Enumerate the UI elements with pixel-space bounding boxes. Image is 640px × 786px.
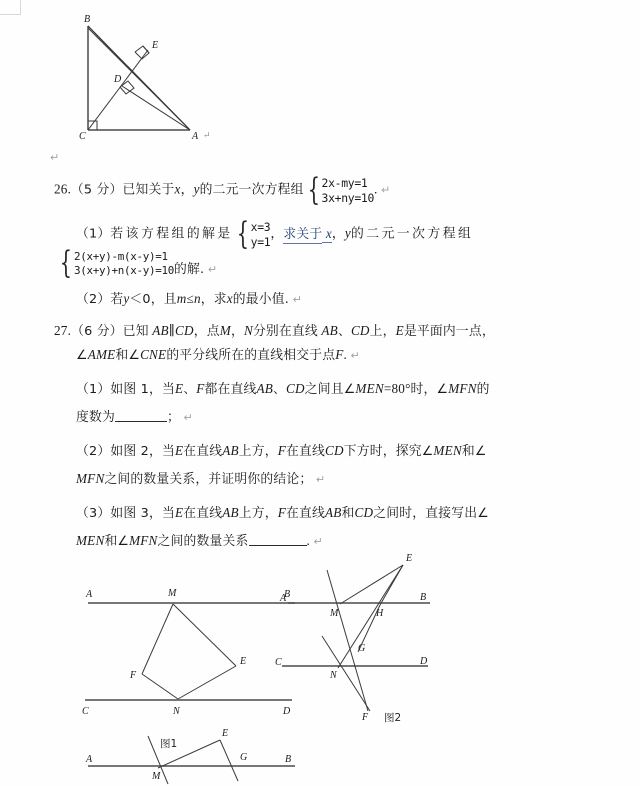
q27-sub3-he: 和: [341, 506, 355, 521]
q27-AB-2: AB: [321, 323, 338, 338]
q26-sub2-le: ≤: [186, 291, 194, 306]
fig1-label-N: N: [173, 706, 180, 717]
fig2-label-D: D: [420, 656, 428, 667]
q27-sub2-label: （2）: [76, 444, 111, 459]
fig2-label-M: M: [330, 608, 339, 619]
figure-1-caption: 图1: [160, 738, 178, 750]
q27-sub2-f: 和∠: [461, 444, 487, 459]
q26-points: （5 分）: [70, 182, 123, 198]
q27-sub3-answer-blank[interactable]: [249, 535, 307, 546]
q26-sub2-var-n: n: [193, 291, 201, 306]
q27-sub2-mark: ↵: [315, 473, 326, 486]
q27-line-1: 27.（6 分）已知 AB∥CD，点M，N分别在直线 AB、CD上，E是平面内一点，: [54, 323, 495, 339]
q26-sub2-var-x: x: [226, 291, 233, 306]
q27-M: M: [219, 323, 231, 338]
q27-sub3-mark: ↵: [313, 535, 323, 548]
q26-var-y: y: [193, 181, 200, 197]
q26-second-system-row-2: 3(x+y)+n(x-y)=10: [73, 263, 175, 277]
q27-sub1-e: 的: [476, 382, 490, 397]
q26-sub2-label: （2）: [76, 292, 111, 307]
fig-top-label-C: C: [79, 131, 86, 140]
q27-line2-mark: ↵: [350, 349, 360, 362]
q26-sub2-text-b: ＜0，且: [129, 292, 177, 307]
fig-top-label-E: E: [152, 40, 159, 51]
left-brace-icon: {: [307, 171, 320, 208]
q26-period: .: [374, 181, 378, 197]
q27-sub3-AB: AB: [222, 505, 239, 520]
q27-sub2-E: E: [174, 443, 184, 458]
fig-top-label-A: A: [192, 131, 199, 140]
fig2-label-B: B: [420, 592, 427, 603]
fig1-label-C: C: [82, 706, 89, 717]
scan-border-artifact: [0, 0, 21, 15]
q27-sub1-answer-blank[interactable]: [115, 411, 167, 422]
q27-sub2-g: 之间的数量关系，并证明你的结论；: [104, 472, 313, 487]
q26-sub1-var-y: y: [344, 225, 351, 241]
q26-sub1-link[interactable]: 求关于: [283, 226, 323, 242]
q26-mark: ↵: [381, 183, 391, 197]
fig-top-pilcrow: ↵: [203, 130, 210, 140]
fig1-label-E: E: [240, 656, 247, 667]
q27-sub2-AB: AB: [222, 443, 239, 458]
q26-second-system: [56, 245, 175, 282]
q27-CD-2: CD: [350, 323, 370, 338]
q27-sub2-CD: CD: [325, 443, 344, 458]
figure-2-caption: 图2: [384, 712, 402, 724]
q26-sub2-text-a: 若: [110, 292, 124, 307]
fig1-label-D: D: [283, 706, 291, 717]
q27-sub1-b: 都在直线: [204, 382, 257, 397]
q27-stem-b: ，点: [193, 324, 220, 339]
q27-sub3-F: F: [277, 505, 286, 520]
q26-sub1-comma: ，: [270, 226, 284, 242]
q26-var-x: x: [174, 181, 181, 197]
q27-CNE: CNE: [140, 347, 167, 362]
q27-sub3-AB-2: AB: [325, 505, 342, 520]
q26-solution-row-1: x=3: [250, 220, 271, 234]
q26-system-main: [304, 171, 375, 208]
q27-sub3-label: （3）: [76, 506, 111, 521]
q27-sub3-CD: CD: [354, 505, 374, 520]
q27-line-2: [76, 348, 360, 363]
q27-sub2-e: 下方时，探究∠: [343, 444, 434, 459]
q27-angle-symbol-1: ∠: [76, 348, 88, 363]
q27-sub3-dot: .: [306, 533, 311, 548]
figure-3: [80, 726, 320, 786]
q26-stem-post: 的二元一次方程组: [199, 182, 304, 198]
q27-sub3-a: 如图 3，当: [110, 506, 175, 521]
figure-2: [270, 548, 500, 728]
q27-sub3-MFN: MFN: [129, 533, 158, 548]
q27-sub1-dun-2: 、: [273, 382, 286, 397]
fig1-label-F: F: [130, 670, 137, 681]
q27-sub2-line-2: [76, 472, 325, 487]
q27-sub1-dun: 、: [183, 382, 197, 397]
q26-sub2-line: [76, 292, 302, 307]
fig3-label-M: M: [152, 771, 161, 782]
q27-sub3-b: 在直线: [183, 506, 223, 521]
q26-comma: ，: [180, 182, 194, 198]
fig2-label-G: G: [358, 643, 366, 654]
q27-sub2-MFN: MFN: [76, 471, 105, 486]
q27-number: 27: [54, 323, 68, 338]
fig-top-label-B: B: [84, 14, 91, 25]
q27-AME: AME: [87, 347, 116, 362]
figure-triangle-abc: [70, 8, 210, 140]
q27-line2-d: .: [343, 347, 348, 362]
q27-points: （6 分）: [71, 324, 123, 339]
q27-line2-c: 的平分线所在的直线相交于点: [166, 348, 336, 363]
q27-sub3-c: 上方，: [238, 506, 278, 521]
q26-sub1-text-a: 若该方程组的解是: [110, 226, 233, 242]
q27-sub3-line-2: [76, 534, 323, 549]
q26-number: 26: [54, 181, 68, 197]
q27-sub3-line-1: [76, 506, 489, 521]
q27-stem-a: 已知: [122, 324, 149, 339]
q26-sub1-text-b: 的二元一次方程组: [350, 226, 474, 242]
q27-sub1-semi: ；: [167, 410, 180, 425]
q27-sub3-d: 在直线: [286, 506, 325, 521]
q27-sub2-line-1: [76, 444, 487, 459]
fig3-label-G: G: [240, 752, 248, 763]
q27-line2-b: 和∠: [115, 348, 141, 363]
q26-solution-system: [233, 215, 271, 252]
fig3-label-B: B: [285, 754, 292, 765]
fig3-label-A: A: [86, 754, 93, 765]
q26-sub2-text-c: ，求: [200, 292, 227, 307]
left-brace-icon: {: [236, 215, 249, 252]
fig-top-label-D: D: [114, 74, 122, 85]
q27-sub1-AB: AB: [256, 381, 273, 396]
q26-system-main-row-2: 3x+ny=10: [321, 190, 375, 205]
q27-dun: 、: [337, 324, 351, 339]
q27-sub3-E: E: [174, 505, 184, 520]
q26-second-system-row-1: 2(x+y)-m(x-y)=1: [73, 250, 168, 263]
q27-CD: CD: [175, 323, 194, 338]
q27-sub1-MEN: MEN: [355, 381, 384, 396]
q27-sub1-d: 时，∠: [410, 382, 449, 397]
figures-area: [0, 548, 640, 786]
q27-sub1-MFN: MFN: [448, 381, 477, 396]
q27-sub1-line-1: [76, 382, 490, 397]
q27-sub1-c: 之间且∠: [304, 382, 356, 397]
q27-sub1-F: F: [196, 381, 205, 396]
q26-sub1-label: （1）: [76, 226, 111, 242]
q27-sub2-MEN: MEN: [433, 443, 462, 458]
fig1-label-A: A: [86, 589, 93, 600]
fig2-label-H: H: [376, 608, 384, 619]
q27-sub2-a: 如图 2，当: [110, 444, 175, 459]
q26-sub1-comma-2: ，: [331, 226, 345, 242]
q27-sub1-E: E: [174, 381, 184, 396]
q27-sub3-g: 之间的数量关系: [157, 534, 249, 549]
blank-paragraph-mark: ↵: [50, 151, 60, 164]
q27-comma-1: ，: [230, 324, 244, 339]
q26-stem-pre: 已知关于: [122, 182, 175, 198]
q26-sub2-text-d: 的最小值.: [232, 292, 290, 307]
q27-sub1-label: （1）: [76, 382, 111, 397]
q27-sub1-eq: =80°: [383, 381, 411, 396]
q27-sub2-b: 在直线: [183, 444, 223, 459]
q27-stem-c: 分别在直线: [252, 324, 318, 339]
q27-sub1-a: 如图 1，当: [110, 382, 175, 397]
q27-sub1-mark: ↵: [183, 411, 193, 424]
q26-sub2-var-m: m: [176, 291, 187, 306]
fig2-label-F: F: [362, 712, 369, 723]
q27-F: F: [335, 347, 344, 362]
q27-sub2-F: F: [277, 443, 286, 458]
q27-sub2-d: 在直线: [286, 444, 325, 459]
q27-stem-d: 上，: [369, 324, 396, 339]
q27-E: E: [395, 323, 404, 338]
q26-sub1-line-1: （1）若该方程组的解是 { x=3 y=1 ，求关于 x，y的二元一次方程组: [76, 215, 474, 252]
q26-sub1-line-2: [56, 245, 218, 282]
q27-sub1-CD: CD: [286, 381, 305, 396]
fig1-label-B: B: [284, 589, 291, 600]
fig2-label-C: C: [275, 657, 282, 668]
fig2-label-E: E: [406, 553, 413, 564]
q27-sub3-e: 之间时，直接写出∠: [373, 506, 489, 521]
q26-sub2-var-y: y: [123, 291, 130, 306]
left-brace-icon: {: [59, 245, 73, 282]
q27-sub1-f: 度数为: [76, 410, 115, 425]
q26-line-1: 26.（5 分）已知关于x，y的二元一次方程组 { 2x-my=1 3x+ny=10 . ↵: [54, 171, 391, 208]
fig2-label-A: A: [280, 593, 287, 604]
q26-system-main-row-1: 2x-my=1: [321, 176, 368, 190]
fig3-label-E: E: [222, 728, 229, 739]
q26-sub1-mark: ↵: [207, 262, 218, 276]
q26-solution-row-2: y=1: [250, 234, 271, 249]
q26-sub2-mark: ↵: [292, 293, 302, 306]
q27-stem-e: 是平面内一点，: [403, 324, 495, 339]
q27-sub3-MEN: MEN: [76, 533, 105, 548]
q27-sub2-c: 上方，: [238, 444, 278, 459]
q27-sub1-line-2: [76, 410, 193, 425]
q26-sub1-text-c: 的解.: [174, 261, 205, 277]
q27-sub3-f: 和∠: [104, 534, 130, 549]
q27-N: N: [243, 323, 253, 338]
fig2-label-N: N: [330, 670, 337, 681]
q27-parallel-symbol: ∥: [168, 323, 176, 338]
q27-AB: AB: [152, 323, 169, 338]
fig1-label-M: M: [168, 588, 177, 599]
